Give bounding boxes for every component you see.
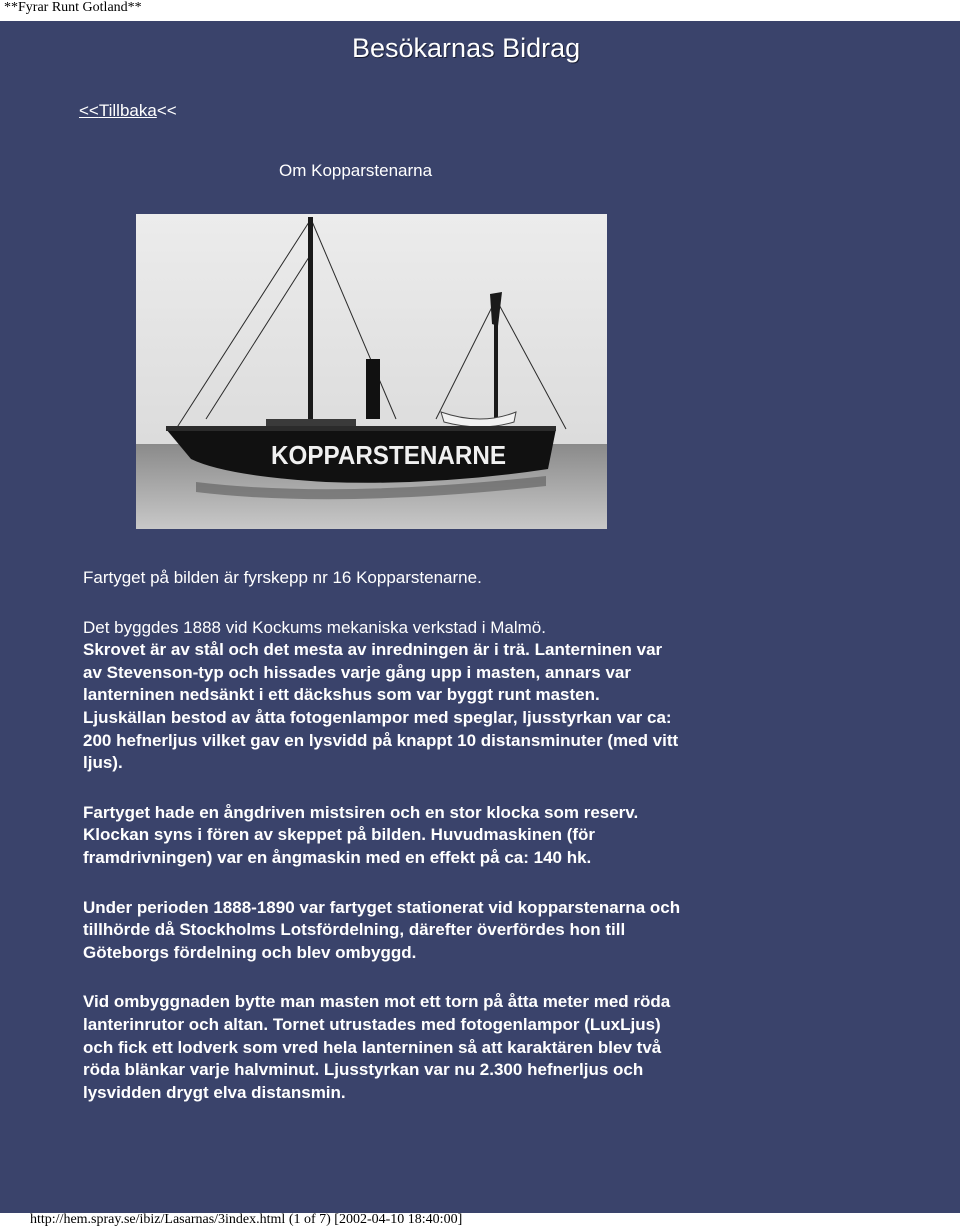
paragraph-intro: Fartyget på bilden är fyrskepp nr 16 Kopparstenarne. — [83, 568, 482, 587]
paragraph-construction: Skrovet är av stål och det mesta av inredningen är i trä. Lanterninen var av Stevenson-typ och hissades varje gång upp i masten, annars var lanterninen nedsänkt i ett däckshus som var byggt runt masten. Ljuskällan bestod av åtta fotogenlampor med speglar, ljusstyrkan var ca: 200 hefnerljus vilket gav en lysvidd på knappt 10 distansminuter (med vitt ljus). — [83, 640, 679, 773]
hull-lettering: KOPPARSTENARNE — [271, 440, 506, 470]
paragraph-history: Under perioden 1888-1890 var fartyget stationerat vid kopparstenarna och tillhörde då Stockholms Lotsfördelning, därefter överfördes hon till Göteborgs fördelning och blev ombyggd. — [83, 897, 681, 962]
article-subtitle: Om Kopparstenarna — [279, 161, 433, 180]
print-footer: http://hem.spray.se/ibiz/Lasarnas/3index.html (1 of 7) [2002-04-10 18:40:00] — [30, 1212, 463, 1227]
paragraph-rebuild: Vid ombyggnaden bytte man masten mot ett torn på åtta meter med röda lanterinrutor och altan. Tornet utrustades med fotogenlampor (LuxLjus) och fick ett lodverk som vred hela lanterninen så att karaktären blev två röda blänkar varje halvminut. Ljusstyrkan var nu 2.300 hefnerljus och lysvidden drygt elva distansmin. — [83, 992, 671, 1102]
paragraph-siren: Fartyget hade en ångdriven mistsiren och en stor klocka som reserv. Klockan syns i fören av skeppet på bilden. Huvudmaskinen (för framdrivningen) var en ångmaskin med en effekt på ca: 140 hk. — [83, 802, 639, 867]
page-title: Besökarnas Bidrag — [352, 33, 581, 63]
lightship-photo — [136, 214, 607, 529]
back-link-container — [79, 101, 177, 121]
page-body — [0, 21, 960, 1213]
paragraph-built-line: Det byggdes 1888 vid Kockums mekaniska verkstad i Malmö. — [83, 617, 546, 637]
article-content — [83, 567, 683, 1104]
back-link[interactable]: Tillbaka — [98, 101, 157, 120]
print-header: **Fyrar Runt Gotland** — [4, 0, 142, 15]
back-link-suffix: << — [156, 101, 177, 120]
back-link-prefix[interactable]: << — [79, 101, 99, 120]
